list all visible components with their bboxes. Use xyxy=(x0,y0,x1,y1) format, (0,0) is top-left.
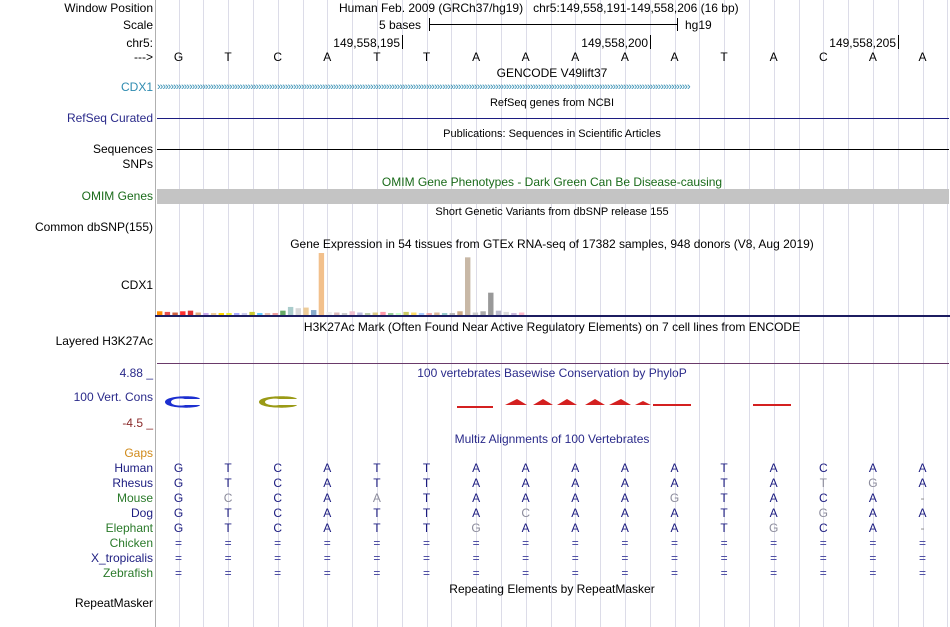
gtex-tissue-bar[interactable] xyxy=(434,313,439,315)
reference-base: G xyxy=(173,50,184,64)
gtex-tissue-bar[interactable] xyxy=(188,311,193,315)
aligned-base: = xyxy=(869,536,877,550)
species-label[interactable]: Elephant xyxy=(105,521,153,535)
aligned-base: A xyxy=(372,491,381,505)
species-label[interactable]: Mouse xyxy=(116,491,153,505)
h3k27ac-track-title: H3K27Ac Mark (Often Found Near Active Regulatory Elements) on 7 cell lines from ENCODE xyxy=(303,320,801,334)
aligned-base: = xyxy=(422,536,430,550)
gtex-tissue-bar[interactable] xyxy=(442,313,447,315)
gtex-tissue-bar[interactable] xyxy=(288,307,293,315)
gencode-track-title: GENCODE V49lift37 xyxy=(496,66,608,80)
gtex-tissue-bar[interactable] xyxy=(334,313,339,315)
reference-base: C xyxy=(818,50,828,64)
ruler-tick-mark-3 xyxy=(898,35,899,49)
aligned-base: A xyxy=(620,461,629,475)
strand-arrow-label: ---> xyxy=(134,50,153,64)
gtex-tissue-bar[interactable] xyxy=(519,313,524,315)
aligned-base: T xyxy=(720,521,728,535)
aligned-base: T xyxy=(422,521,431,535)
gtex-tissue-bar[interactable] xyxy=(165,312,170,315)
scale-bar xyxy=(429,24,677,25)
gtex-tissue-bar[interactable] xyxy=(180,311,185,315)
reference-base: T xyxy=(224,50,232,64)
gtex-tissue-bar[interactable] xyxy=(203,313,208,315)
gtex-tissue-bar[interactable] xyxy=(296,308,301,315)
aligned-base: = xyxy=(472,536,480,550)
aligned-base: G xyxy=(669,491,680,505)
phylop-track-title: 100 vertebrates Basewise Conservation by PhyloP xyxy=(417,366,687,380)
aligned-base: A xyxy=(323,506,332,520)
aligned-base: = xyxy=(621,566,629,580)
gencode-gene-label[interactable]: CDX1 xyxy=(120,80,153,94)
reference-base: A xyxy=(571,50,580,64)
aligned-base: T xyxy=(819,476,827,490)
snps-track-label[interactable]: SNPs xyxy=(122,157,153,171)
aligned-base: = xyxy=(918,536,926,550)
aligned-base: = xyxy=(174,566,182,580)
gtex-tissue-bar[interactable] xyxy=(473,313,478,315)
aligned-base: T xyxy=(720,506,728,520)
aligned-base: = xyxy=(770,551,778,565)
gencode-gene-feature[interactable]: ›››››››››››››››››››››››››››››››››››››››››››››››››››››››››››››››››››››››››››››››››››››››››››››››››››››››››››››››››››››››››››››››››››››››››››››››››››››››››››››››››››››››››››››››››››››››››››››››››››››››› xyxy=(157,81,690,93)
window-position-label: Window Position xyxy=(64,1,153,15)
aligned-base: C xyxy=(273,491,283,505)
gtex-tissue-bar[interactable] xyxy=(488,293,493,315)
aligned-base: A xyxy=(918,506,927,520)
position-range[interactable]: chr5:149,558,191-149,558,206 (16 bp) xyxy=(533,1,739,15)
gtex-tissue-bar[interactable] xyxy=(403,312,408,315)
gtex-tissue-bar[interactable] xyxy=(172,313,177,315)
aligned-base: = xyxy=(869,551,877,565)
phylop-logo-c xyxy=(259,396,297,407)
gtex-expression-chart[interactable] xyxy=(155,252,950,318)
reference-base: A xyxy=(769,50,778,64)
aligned-base: C xyxy=(273,461,283,475)
aligned-base: A xyxy=(472,491,481,505)
aligned-base: A xyxy=(521,476,530,490)
reference-base: A xyxy=(868,50,877,64)
aligned-base: = xyxy=(174,551,182,565)
assembly-name: Human Feb. 2009 (GRCh37/hg19) xyxy=(339,1,524,15)
gtex-tissue-bar[interactable] xyxy=(265,313,270,315)
aligned-base: = xyxy=(224,551,232,565)
gtex-tissue-bar[interactable] xyxy=(388,313,393,315)
aligned-base: G xyxy=(173,521,184,535)
aligned-base: = xyxy=(224,536,232,550)
reference-base: A xyxy=(521,50,530,64)
position-line xyxy=(339,1,739,15)
aligned-base: = xyxy=(918,551,926,565)
scale-bar-right-tick xyxy=(677,18,678,31)
aligned-base: T xyxy=(224,521,232,535)
aligned-base: C xyxy=(818,461,828,475)
aligned-base: = xyxy=(720,566,728,580)
aligned-base: A xyxy=(472,476,481,490)
phylop-max-label: 4.88 _ xyxy=(119,366,153,380)
gtex-tissue-bar[interactable] xyxy=(196,313,201,315)
aligned-base: A xyxy=(620,491,629,505)
aligned-base: = xyxy=(274,566,282,580)
gtex-tissue-bar[interactable] xyxy=(480,311,485,315)
gtex-tissue-bar[interactable] xyxy=(411,313,416,315)
aligned-base: A xyxy=(472,461,481,475)
gtex-tissue-bar[interactable] xyxy=(380,312,385,315)
aligned-base: T xyxy=(373,506,381,520)
aligned-base: A xyxy=(323,521,332,535)
gtex-tissue-bar[interactable] xyxy=(234,313,239,315)
ruler-tick-2: 149,558,200 xyxy=(581,36,648,50)
aligned-base: = xyxy=(670,536,678,550)
aligned-base: T xyxy=(373,521,381,535)
aligned-base: = xyxy=(224,566,232,580)
gtex-tissue-bar[interactable] xyxy=(311,310,316,315)
aligned-base: A xyxy=(620,476,629,490)
aligned-base: A xyxy=(670,521,679,535)
aligned-base: C xyxy=(521,506,531,520)
aligned-base: A xyxy=(620,521,629,535)
aligned-base: A xyxy=(868,521,877,535)
species-label[interactable]: Human xyxy=(114,461,153,475)
gtex-tissue-bar[interactable] xyxy=(249,312,254,315)
gtex-track-title: Gene Expression in 54 tissues from GTEx RNA-seq of 17382 samples, 948 donors (V8, Aug 2019) xyxy=(290,237,814,251)
aligned-base: A xyxy=(521,521,530,535)
aligned-base: = xyxy=(522,566,530,580)
aligned-base: T xyxy=(224,476,232,490)
aligned-base: = xyxy=(720,551,728,565)
aligned-base: G xyxy=(868,476,878,490)
aligned-base: = xyxy=(422,551,430,565)
phylop-logo-g xyxy=(165,396,200,407)
reference-base: T xyxy=(422,50,431,64)
gtex-tissue-bar[interactable] xyxy=(511,313,516,315)
gtex-tissue-bar[interactable] xyxy=(465,257,470,315)
aligned-base: - xyxy=(920,521,925,535)
reference-base: C xyxy=(273,50,283,64)
aligned-base: = xyxy=(819,566,827,580)
aligned-base: = xyxy=(323,551,331,565)
aligned-base: G xyxy=(173,491,184,505)
phylop-min-label: -4.5 _ xyxy=(122,416,153,430)
reference-base: A xyxy=(472,50,481,64)
aligned-base: A xyxy=(521,461,530,475)
aligned-base: A xyxy=(571,491,580,505)
gtex-tissue-bar[interactable] xyxy=(396,313,401,315)
gtex-tissue-bar[interactable] xyxy=(326,312,331,315)
aligned-base: A xyxy=(472,506,481,520)
repeatmasker-track-label[interactable]: RepeatMasker xyxy=(74,596,153,610)
dbsnp-track-label[interactable]: Common dbSNP(155) xyxy=(34,220,153,234)
aligned-base: = xyxy=(174,536,182,550)
aligned-base: = xyxy=(571,566,579,580)
gtex-tissue-bar[interactable] xyxy=(504,312,509,315)
aligned-base: G xyxy=(769,521,779,535)
aligned-base: A xyxy=(769,461,778,475)
aligned-base: C xyxy=(818,521,828,535)
gtex-tissue-bar[interactable] xyxy=(450,313,455,315)
aligned-base: A xyxy=(868,461,877,475)
aligned-base: = xyxy=(373,551,381,565)
aligned-base: A xyxy=(918,461,927,475)
aligned-base: = xyxy=(670,566,678,580)
aligned-base: = xyxy=(621,551,629,565)
aligned-base: = xyxy=(770,566,778,580)
aligned-base: = xyxy=(670,551,678,565)
aligned-base: A xyxy=(670,476,679,490)
h3k27ac-track-label[interactable]: Layered H3K27Ac xyxy=(55,334,153,348)
aligned-base: A xyxy=(521,491,530,505)
gtex-tissue-bar[interactable] xyxy=(419,313,424,315)
aligned-base: = xyxy=(819,551,827,565)
phylop-track-label[interactable]: 100 Vert. Cons xyxy=(73,390,153,404)
scale-bar-left-tick xyxy=(429,18,430,31)
gtex-tissue-bar[interactable] xyxy=(373,313,378,315)
aligned-base: G xyxy=(818,506,828,520)
scale-text: 5 bases xyxy=(379,18,422,32)
aligned-base: A xyxy=(323,491,332,505)
aligned-base: A xyxy=(769,476,778,490)
aligned-base: = xyxy=(869,566,877,580)
aligned-base: = xyxy=(621,536,629,550)
aligned-base: T xyxy=(224,461,232,475)
multiz-track-title: Multiz Alignments of 100 Vertebrates xyxy=(454,432,650,446)
db-label: hg19 xyxy=(685,18,712,32)
aligned-base: = xyxy=(472,551,480,565)
aligned-base: T xyxy=(224,506,232,520)
aligned-base: T xyxy=(422,506,431,520)
aligned-base: = xyxy=(472,566,480,580)
aligned-base: C xyxy=(273,521,283,535)
aligned-base: A xyxy=(571,476,580,490)
reference-base: A xyxy=(620,50,629,64)
aligned-base: A xyxy=(868,491,877,505)
dbsnp-track-title: Short Genetic Variants from dbSNP release 155 xyxy=(435,206,669,218)
ruler-tick-mark-2 xyxy=(650,35,651,49)
aligned-base: = xyxy=(819,536,827,550)
gaps-label: Gaps xyxy=(124,446,153,460)
aligned-base: = xyxy=(571,551,579,565)
species-label[interactable]: Chicken xyxy=(109,536,153,550)
aligned-base: A xyxy=(670,506,679,520)
gtex-tissue-bar[interactable] xyxy=(211,313,216,315)
aligned-base: G xyxy=(173,476,184,490)
refseq-track-label[interactable]: RefSeq Curated xyxy=(66,111,153,125)
gtex-tissue-bar[interactable] xyxy=(427,313,432,315)
species-label[interactable]: Zebrafish xyxy=(102,566,153,580)
scale-label: Scale xyxy=(122,18,153,32)
omim-track-label[interactable]: OMIM Genes xyxy=(81,189,153,203)
aligned-base: C xyxy=(818,491,828,505)
aligned-base: T xyxy=(422,491,431,505)
reference-base: A xyxy=(323,50,332,64)
chrom-label: chr5: xyxy=(126,36,153,50)
aligned-base: A xyxy=(323,476,332,490)
gtex-tissue-bar[interactable] xyxy=(157,311,162,315)
aligned-base: T xyxy=(373,476,381,490)
aligned-base: A xyxy=(620,506,629,520)
gtex-tissue-bar[interactable] xyxy=(342,313,347,315)
species-label[interactable]: Rhesus xyxy=(112,476,153,490)
aligned-base: A xyxy=(571,506,580,520)
ruler-tick-mark-1 xyxy=(402,35,403,49)
aligned-base: = xyxy=(918,566,926,580)
gtex-tissue-bar[interactable] xyxy=(280,311,285,315)
ruler-tick-1: 149,558,195 xyxy=(333,36,400,50)
aligned-base: T xyxy=(422,476,431,490)
aligned-base: T xyxy=(720,491,728,505)
aligned-base: T xyxy=(373,461,381,475)
refseq-gene-line[interactable] xyxy=(157,118,949,119)
reference-base: A xyxy=(670,50,679,64)
phylop-logo-negative xyxy=(457,399,791,408)
aligned-base: A xyxy=(868,506,877,520)
gtex-tissue-bar[interactable] xyxy=(350,311,355,315)
aligned-base: = xyxy=(373,566,381,580)
phylop-conservation-plot[interactable] xyxy=(155,390,950,414)
reference-base: T xyxy=(720,50,728,64)
aligned-base: A xyxy=(918,476,927,490)
aligned-base: A xyxy=(670,461,679,475)
aligned-base: G xyxy=(471,521,481,535)
aligned-base: - xyxy=(920,491,925,505)
omim-track-title: OMIM Gene Phenotypes - Dark Green Can Be Disease-causing xyxy=(381,175,723,189)
omim-gene-bar[interactable] xyxy=(157,189,949,204)
aligned-base: = xyxy=(720,536,728,550)
aligned-base: A xyxy=(769,491,778,505)
gtex-tissue-bar[interactable] xyxy=(357,313,362,315)
h3k27ac-baseline xyxy=(157,363,949,364)
gtex-tissue-bar[interactable] xyxy=(365,313,370,315)
species-label[interactable]: Dog xyxy=(130,506,153,520)
ruler-tick-3: 149,558,205 xyxy=(829,36,896,50)
gtex-gene-label[interactable]: CDX1 xyxy=(120,278,153,292)
aligned-base: C xyxy=(223,491,233,505)
aligned-base: G xyxy=(173,506,184,520)
aligned-base: A xyxy=(323,461,332,475)
aligned-base: = xyxy=(274,551,282,565)
aligned-base: T xyxy=(720,461,728,475)
gtex-tissue-bar[interactable] xyxy=(457,311,462,315)
aligned-base: C xyxy=(273,476,283,490)
gtex-tissue-bar[interactable] xyxy=(242,313,247,315)
gtex-tissue-bar[interactable] xyxy=(257,313,262,315)
publications-track-label[interactable]: Sequences xyxy=(92,142,153,156)
gtex-tissue-bar[interactable] xyxy=(319,253,324,315)
aligned-base: T xyxy=(422,461,431,475)
gtex-tissue-bar[interactable] xyxy=(496,311,501,315)
aligned-base: = xyxy=(274,536,282,550)
reference-base: T xyxy=(373,50,381,64)
refseq-track-title: RefSeq genes from NCBI xyxy=(489,97,615,109)
aligned-base: T xyxy=(720,476,728,490)
species-label[interactable]: X_tropicalis xyxy=(90,551,153,565)
reference-base: A xyxy=(918,50,927,64)
aligned-base: = xyxy=(422,566,430,580)
aligned-base: = xyxy=(323,536,331,550)
aligned-base: A xyxy=(769,506,778,520)
aligned-base: = xyxy=(323,566,331,580)
aligned-base: G xyxy=(173,461,184,475)
aligned-base: C xyxy=(273,506,283,520)
publications-feature-line[interactable] xyxy=(157,149,949,150)
gtex-baseline xyxy=(155,315,950,317)
gtex-tissue-bar[interactable] xyxy=(219,313,224,315)
aligned-base: = xyxy=(522,551,530,565)
repeatmasker-track-title: Repeating Elements by RepeatMasker xyxy=(449,582,655,596)
aligned-base: A xyxy=(571,461,580,475)
aligned-base: = xyxy=(571,536,579,550)
publications-track-title: Publications: Sequences in Scientific Articles xyxy=(443,128,661,140)
aligned-base: = xyxy=(522,536,530,550)
gtex-tissue-bar[interactable] xyxy=(303,308,308,315)
aligned-base: = xyxy=(373,536,381,550)
aligned-base: A xyxy=(571,521,580,535)
gtex-tissue-bar[interactable] xyxy=(273,313,278,315)
aligned-base: = xyxy=(770,536,778,550)
gtex-tissue-bar[interactable] xyxy=(226,313,231,315)
